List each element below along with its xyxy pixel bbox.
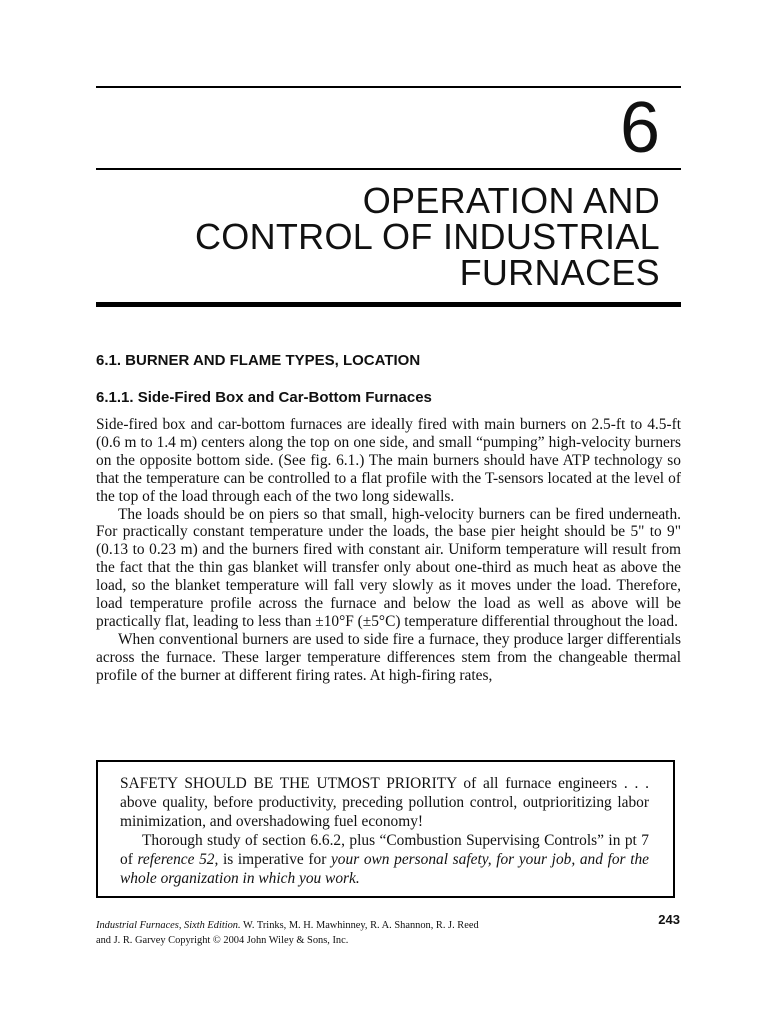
callout-paragraph: SAFETY SHOULD BE THE UTMOST PRIORITY of all furnace engineers . . . above quality, before productivity, preceding pollution control, outprioritizing labor minimization, and overshadowing fuel economy! bbox=[120, 775, 649, 830]
top-rule bbox=[96, 86, 681, 88]
footer-citation bbox=[96, 918, 566, 948]
chapter-title-line: FURNACES bbox=[459, 252, 660, 293]
callout-text: is imperative for bbox=[218, 851, 331, 868]
authors-copyright: and J. R. Garvey Copyright © 2004 John Wiley & Sons, Inc. bbox=[96, 935, 349, 946]
callout-reference: reference 52, bbox=[137, 851, 219, 868]
chapter-number: 6 bbox=[619, 88, 660, 168]
paragraph: Side-fired box and car-bottom furnaces are ideally fired with main burners on 2.5-ft to 4.5-ft (0.6 m to 1.4 m) centers along the top on one side, and small “pumping” high-velocity burners on the opposite bottom side. (See fig. 6.1.) The main burners should have ATP technology so that the temperature can be controlled to a flat profile with the T-sensors located at the level of the top of the load through each of the two long sidewalls. bbox=[96, 416, 681, 505]
bottom-rule bbox=[96, 302, 681, 307]
book-title: Industrial Furnaces, Sixth Edition. bbox=[96, 920, 241, 931]
middle-rule bbox=[96, 168, 681, 170]
callout-paragraph bbox=[120, 831, 649, 888]
safety-callout-box bbox=[96, 760, 675, 898]
section-heading: 6.1. BURNER AND FLAME TYPES, LOCATION bbox=[96, 352, 421, 369]
callout-emphasis: your own personal safety, for your job, and for the whole organization in which you work. bbox=[120, 851, 649, 887]
page-number: 243 bbox=[658, 912, 680, 927]
chapter-title-line: CONTROL OF INDUSTRIAL bbox=[194, 216, 660, 257]
authors: W. Trinks, M. H. Mawhinney, R. A. Shannon, R. J. Reed bbox=[240, 920, 479, 931]
paragraph: The loads should be on piers so that small, high-velocity burners can be fired underneath. For practically constant temperature under the loads, the base pier height should be 5" to 9" (0.13 to 0.23 m) and the burners fired with constant air. Uniform temperature will result from the fact that the thin gas blanket will transfer only about one-third as much heat as above the load, so the blanket temperature will fall very slowly as it moves under the load. Therefore, load temperature profile across the furnace and below the load as well as above will be practically flat, leading to less than ±10°F (±5°C) temperature differential throughout the load. bbox=[96, 505, 681, 630]
chapter-title bbox=[60, 180, 660, 293]
paragraph: When conventional burners are used to side fire a furnace, they produce larger differentials across the furnace. These larger temperature differences stem from the changeable thermal profile of the burner at different firing rates. At high-firing rates, bbox=[96, 630, 681, 684]
body-text bbox=[96, 416, 681, 685]
subsection-heading: 6.1.1. Side-Fired Box and Car-Bottom Furnaces bbox=[96, 389, 432, 406]
chapter-title-line: OPERATION AND bbox=[362, 180, 660, 221]
callout-text: Thorough study of section 6.6.2, plus “Combustion Supervising Controls” in pt 7 of bbox=[120, 832, 649, 868]
